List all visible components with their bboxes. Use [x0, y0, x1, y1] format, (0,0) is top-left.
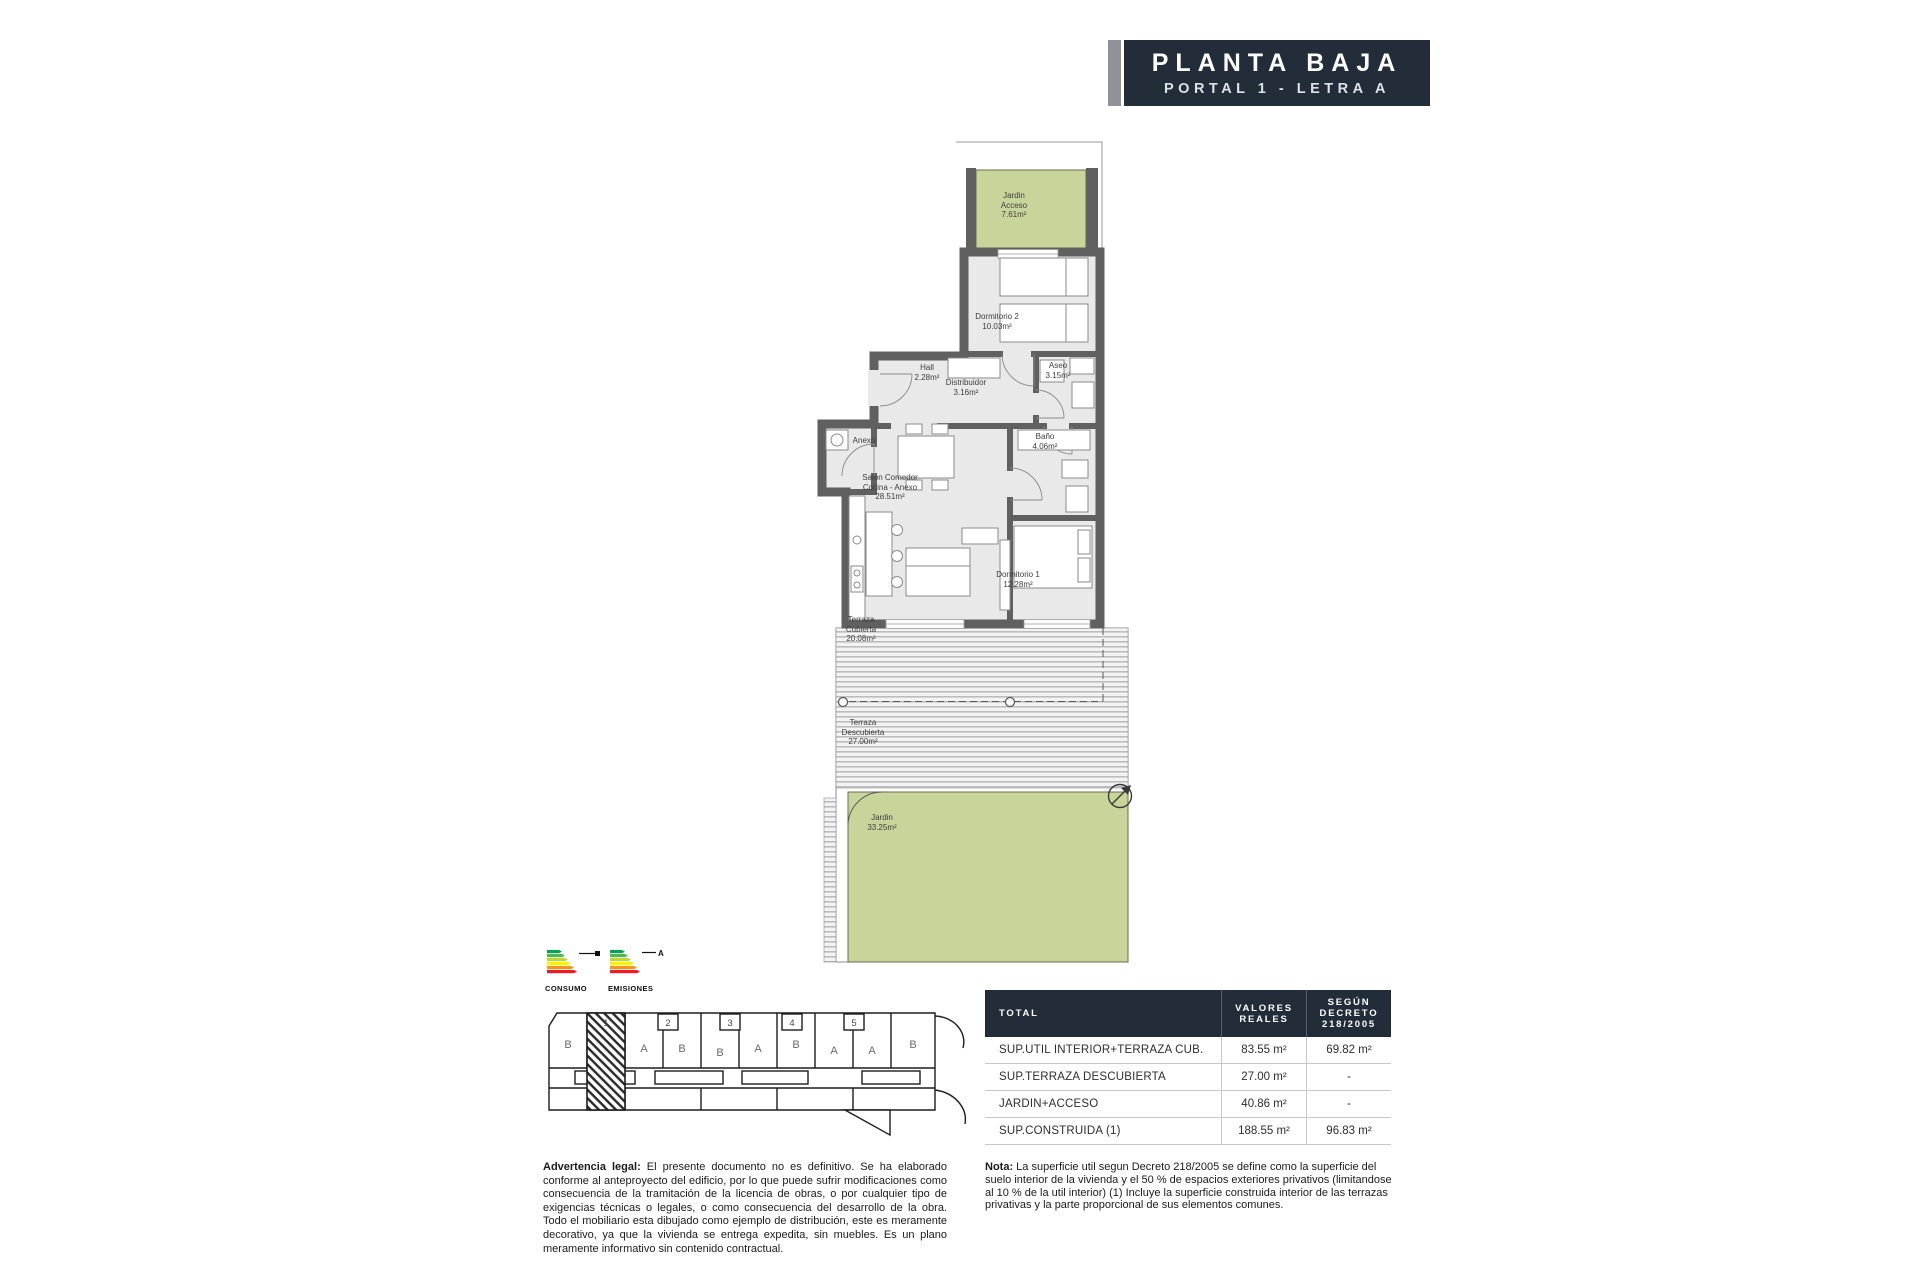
entrance-opening — [868, 370, 881, 406]
svg-text:A: A — [868, 1045, 876, 1057]
svg-text:2: 2 — [665, 1018, 671, 1029]
room-label-terraza-cubierta: Terraza Cubierta 20.08m² — [845, 615, 877, 643]
table-header-row — [985, 990, 1391, 1037]
title-box — [1124, 40, 1430, 106]
terrace-column — [1006, 698, 1015, 707]
emisiones-rating-letter: A — [658, 949, 664, 958]
energy-consumo-icon — [545, 948, 605, 982]
legal-label: Advertencia legal: — [543, 1161, 641, 1173]
svg-text:B: B — [564, 1039, 572, 1051]
room-label-dormitorio-2: Dormitorio 2 10.03m² — [975, 312, 1019, 331]
row-decreto-value: 96.83 m² — [1306, 1118, 1391, 1144]
table-header-total: TOTAL — [999, 1008, 1039, 1019]
building-key-plan — [540, 1005, 980, 1160]
terrace-decking — [836, 628, 1128, 788]
north-arrow-icon — [1098, 774, 1142, 818]
consumo-label: CONSUMO — [545, 984, 587, 993]
room-label-jardin-acceso: Jardin Acceso 7.61m² — [1000, 191, 1028, 219]
note-label: Nota: — [985, 1161, 1014, 1173]
room-label-salon: Salon Comedor Cocina - Anexo 28.51m² — [862, 473, 918, 501]
room-label-terraza-descubierta: Terraza Descubierta 27.00m² — [841, 718, 885, 746]
floor-plan-drawing — [810, 135, 1150, 970]
svg-text:5: 5 — [851, 1018, 857, 1029]
title-accent-bar — [1108, 40, 1121, 106]
room-label-jardin: Jardin 33.25m² — [867, 813, 897, 832]
svg-text:B: B — [678, 1043, 686, 1055]
table-header-decreto: SEGÚN DECRETO 218/2005 — [1306, 990, 1391, 1037]
garden-side-strip — [824, 798, 836, 962]
svg-text:1: 1 — [603, 1018, 609, 1029]
legal-disclaimer — [543, 1161, 947, 1256]
energy-emisiones-icon — [608, 948, 668, 982]
svg-text:A: A — [754, 1043, 762, 1055]
table-row — [985, 1091, 1391, 1118]
room-label-bano: Baño 4.06m² — [1032, 432, 1058, 451]
emisiones-label: EMISIONES — [608, 984, 654, 993]
svg-text:B: B — [792, 1039, 800, 1051]
page-subtitle: PORTAL 1 - LETRA A — [1164, 81, 1390, 97]
svg-text:A: A — [830, 1045, 838, 1057]
room-label-dormitorio-1: Dormitorio 1 12.28m² — [996, 570, 1040, 589]
row-decreto-value: - — [1306, 1091, 1391, 1117]
row-decreto-value: - — [1306, 1064, 1391, 1090]
legal-body: El presente documento no es definitivo. Se ha elaborado conforme al anteproyecto del edificio, por lo que puede sufrir modificaciones como consecuencia de la tramitación de la licencia de obras, o por cualquier tipo de exigencias técnicas o legales, o como consecuencia del desarrollo de la obra. Todo el mobiliario esta dibujado como ejemplo de distribución, este es meramente decorativo, ya que la vivienda se entrega expedita, sin muebles. Es un plano meramente informativo sin contenido contractual. — [543, 1161, 947, 1255]
row-real-value: 40.86 m² — [1221, 1091, 1306, 1117]
row-concept: SUP.UTIL INTERIOR+TERRAZA CUB. — [999, 1044, 1204, 1056]
wall-right-of-access — [1086, 168, 1098, 258]
svg-text:A: A — [640, 1043, 648, 1055]
room-label-hall: Hall 2.28m² — [914, 363, 940, 382]
table-row — [985, 1037, 1391, 1064]
table-header-valores: VALORES REALES — [1221, 990, 1306, 1037]
svg-text:3: 3 — [727, 1018, 733, 1029]
table-row — [985, 1064, 1391, 1091]
table-row — [985, 1118, 1391, 1145]
row-concept: JARDIN+ACCESO — [999, 1098, 1099, 1110]
row-real-value: 27.00 m² — [1221, 1064, 1306, 1090]
page-title: PLANTA BAJA — [1151, 49, 1403, 77]
note-body: La superficie util segun Decreto 218/2005 se define como la superficie del suelo interior de la vivienda y el 50 % de espacios exteriores privativos (limitandose al 10 % de la util interior) (1) Incluye la superficie construida interior de las terrazas privativas y la parte proporcional de sus elementos comunes. — [985, 1161, 1392, 1212]
row-real-value: 188.55 m² — [1221, 1118, 1306, 1144]
row-real-value: 83.55 m² — [1221, 1037, 1306, 1063]
svg-text:B: B — [716, 1047, 724, 1059]
room-label-anexo: Anexo — [852, 436, 876, 445]
row-concept: SUP.CONSTRUIDA (1) — [999, 1125, 1121, 1137]
terrace-column — [839, 698, 848, 707]
row-decreto-value: 69.82 m² — [1306, 1037, 1391, 1063]
row-concept: SUP.TERRAZA DESCUBIERTA — [999, 1071, 1166, 1083]
room-label-distribuidor: Distribuidor 3.16m² — [945, 378, 987, 397]
note-text — [985, 1161, 1397, 1212]
areas-summary-table — [985, 990, 1391, 1145]
title-block — [1108, 40, 1430, 106]
room-label-aseo: Aseo 3.15m² — [1045, 361, 1071, 380]
svg-text:B: B — [909, 1039, 917, 1051]
svg-text:4: 4 — [789, 1018, 795, 1029]
